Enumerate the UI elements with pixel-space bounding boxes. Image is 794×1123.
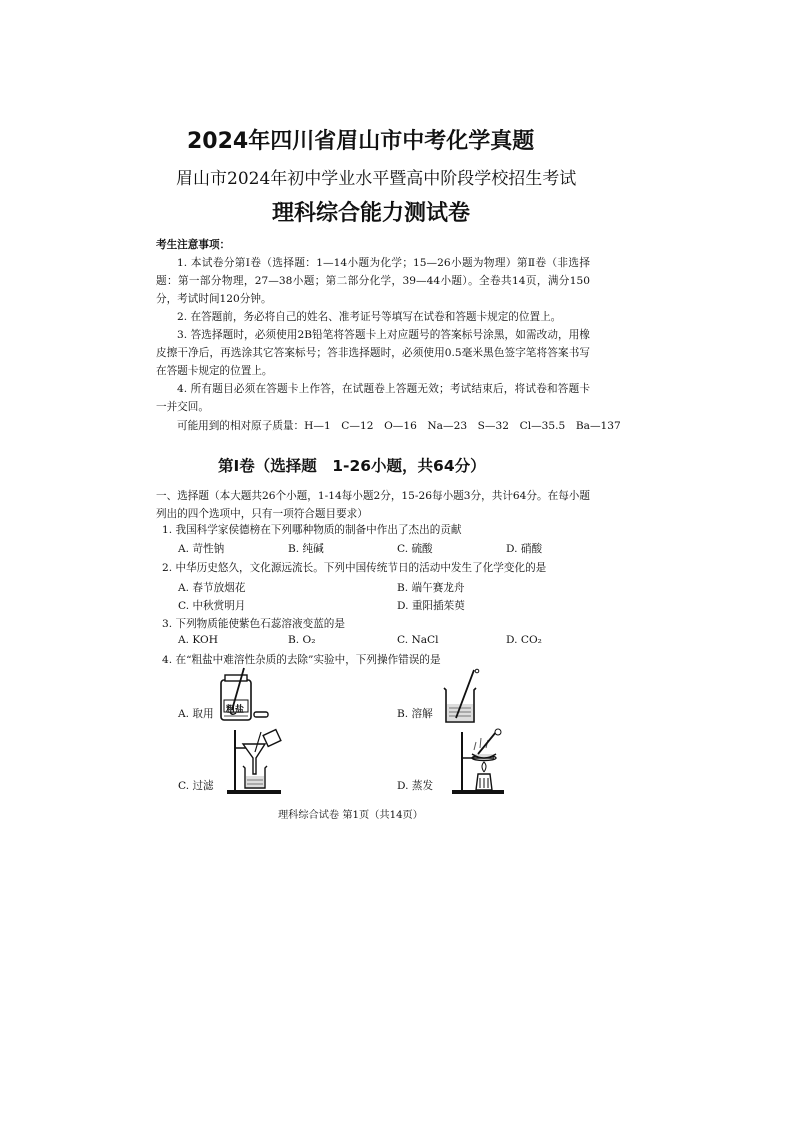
note-item: 3. 答选择题时，必须使用2B铅笔将答题卡上对应题号的答案标号涂黑，如需改动，用橡皮擦干净后，再选涂其它答案标号；答非选择题时，必须使用0.5毫米黑色签字笔将答案书写在答题卡规定的位置上。	[156, 329, 590, 377]
question-4-option-d: D. 蒸发	[397, 780, 434, 792]
question-2-stem: 2. 中华历史悠久，文化源远流长。下列中国传统节日的活动中发生了化学变化的是	[162, 562, 547, 574]
exam-subtitle: 眉山市2024年初中学业水平暨高中阶段学校招生考试	[176, 169, 577, 189]
question-2-option-b: B. 端午赛龙舟	[397, 582, 465, 594]
question-2-option-a: A. 春节放烟花	[178, 582, 246, 594]
document-title: 2024年四川省眉山市中考化学真题	[187, 129, 535, 154]
question-3-option-d: D. CO₂	[506, 634, 542, 646]
note-item: 1. 本试卷分第Ⅰ卷（选择题：1—14小题为化学；15—26小题为物理）第Ⅱ卷（非选择题：第一部分物理，27—38小题；第二部分化学，39—44小题）。全卷共14页，满分150分，考试时间120分钟。	[156, 257, 590, 305]
note-item: 4. 所有题目必须在答题卡上作答，在试题卷上答题无效；考试结束后，将试卷和答题卡一并交回。	[156, 383, 590, 413]
evaporation-illustration	[448, 728, 510, 796]
question-4-option-c: C. 过滤	[178, 780, 214, 792]
question-1-option-c: C. 硫酸	[397, 543, 433, 555]
notes-heading: 考生注意事项：	[156, 239, 231, 251]
note-item: 2. 在答题前，务必将自己的姓名、准考证号等填写在试卷和答题卡规定的位置上。	[177, 311, 562, 323]
candidate-notes	[156, 236, 590, 416]
question-3-option-c: C. NaCl	[397, 634, 439, 646]
page-footer: 理科综合试卷 第1页（共14页）	[278, 810, 423, 821]
filtration-illustration	[225, 728, 287, 796]
dissolving-beaker-illustration	[440, 668, 484, 726]
atomic-masses: 可能用到的相对原子质量：H—1 C—12 O—16 Na—23 S—32 Cl—35.5 Ba—137	[177, 420, 621, 432]
question-4-stem: 4. 在“粗盐中难溶性杂质的去除”实验中，下列操作错误的是	[162, 654, 441, 666]
salt-bottle-illustration	[218, 666, 274, 724]
question-3-stem: 3. 下列物质能使紫色石蕊溶液变蓝的是	[162, 618, 345, 630]
question-4-option-a: A. 取用	[178, 708, 214, 720]
question-4-option-b: B. 溶解	[397, 708, 433, 720]
question-1-stem: 1. 我国科学家侯德榜在下列哪种物质的制备中作出了杰出的贡献	[162, 524, 462, 536]
exam-paper-title: 理科综合能力测试卷	[272, 201, 471, 226]
question-2-option-c: C. 中秋赏明月	[178, 600, 246, 612]
question-1-option-a: A. 苛性钠	[178, 543, 225, 555]
question-1-option-d: D. 硝酸	[506, 543, 543, 555]
question-1-option-b: B. 纯碱	[288, 543, 324, 555]
question-3-option-a: A. KOH	[178, 634, 218, 646]
section-intro: 一、选择题（本大题共26个小题，1-14每小题2分，15-26每小题3分，共计64分。在每小题列出的四个选项中，只有一项符合题目要求）	[156, 490, 590, 520]
question-3-option-b: B. O₂	[288, 634, 316, 646]
salt-bottle-label: 粗盐	[226, 705, 245, 715]
section-title: 第Ⅰ卷（选择题 1-26小题，共64分）	[218, 457, 486, 475]
question-2-option-d: D. 重阳插茱萸	[397, 600, 465, 612]
